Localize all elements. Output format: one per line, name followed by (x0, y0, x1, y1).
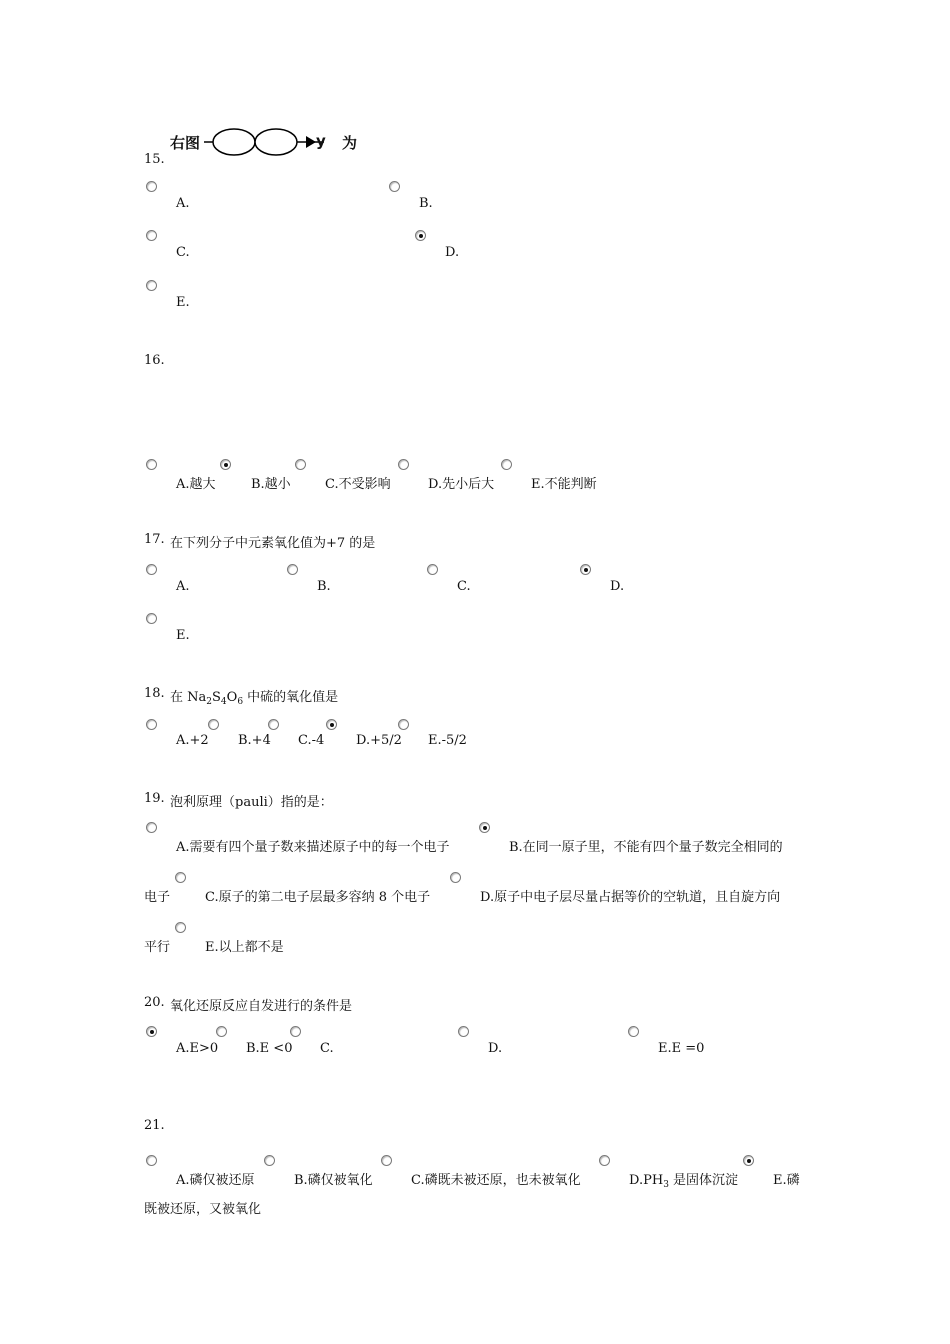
option-19-b: B.在同一原子里，不能有四个量子数完全相同的 (509, 840, 783, 855)
option-15-c: C. (176, 245, 190, 260)
radio-18-c[interactable] (268, 719, 279, 730)
radio-17-a[interactable] (146, 564, 157, 575)
radio-16-d[interactable] (398, 459, 409, 470)
option-21-d: $D.PH_3$ 是固体沉淀 (629, 1173, 739, 1190)
radio-17-d[interactable] (580, 564, 591, 575)
question-number: 15. (144, 152, 165, 167)
option-20-d: D. (488, 1041, 503, 1056)
radio-20-a[interactable] (146, 1026, 157, 1037)
option-21-c: C.磷既未被还原，也未被氧化 (411, 1173, 581, 1188)
orbital-figure (170, 126, 370, 158)
radio-16-e[interactable] (501, 459, 512, 470)
radio-16-a[interactable] (146, 459, 157, 470)
figure-axis-label: y (316, 132, 326, 150)
radio-17-c[interactable] (427, 564, 438, 575)
radio-18-d[interactable] (326, 719, 337, 730)
radio-19-c[interactable] (175, 872, 186, 883)
option-21-e: E.磷 (773, 1173, 800, 1188)
option-21-e-cont: 既被还原，又被氧化 (144, 1202, 262, 1217)
option-16-b: B.越小 (251, 477, 291, 492)
radio-16-c[interactable] (295, 459, 306, 470)
radio-18-a[interactable] (146, 719, 157, 730)
question-number: 17. (144, 532, 165, 547)
option-16-d: D.先小后大 (428, 477, 495, 492)
option-20-c: C. (320, 1041, 334, 1056)
option-17-c: C. (457, 579, 471, 594)
option-17-a: A. (176, 579, 190, 594)
option-20-b: B.E <0 (246, 1041, 293, 1056)
radio-20-c[interactable] (290, 1026, 301, 1037)
radio-21-c[interactable] (381, 1155, 392, 1166)
radio-21-e[interactable] (743, 1155, 754, 1166)
question-text: 在 $Na_2S_4O_6$ 中硫的氧化值是 (170, 690, 339, 707)
option-21-b: B.磷仅被氧化 (294, 1173, 373, 1188)
question-text: 在下列分子中元素氧化值为+7 的是 (170, 536, 376, 551)
question-number: 19. (144, 791, 165, 806)
option-17-d: D. (610, 579, 625, 594)
radio-18-e[interactable] (398, 719, 409, 730)
option-16-a: A.越大 (176, 477, 216, 492)
radio-20-b[interactable] (216, 1026, 227, 1037)
radio-19-b[interactable] (479, 822, 490, 833)
p-orbital-diagram (204, 126, 328, 158)
figure-suffix: 为 (342, 134, 358, 152)
option-15-e: E. (176, 295, 190, 310)
option-16-c: C.不受影响 (325, 477, 391, 492)
option-17-e: E. (176, 628, 190, 643)
radio-15-c[interactable] (146, 230, 157, 241)
radio-21-d[interactable] (599, 1155, 610, 1166)
radio-17-e[interactable] (146, 613, 157, 624)
radio-20-d[interactable] (458, 1026, 469, 1037)
question-number: 18. (144, 686, 165, 701)
question-number: 20. (144, 995, 165, 1010)
radio-20-e[interactable] (628, 1026, 639, 1037)
radio-18-b[interactable] (208, 719, 219, 730)
option-18-e: E.-5/2 (428, 733, 467, 748)
radio-21-b[interactable] (264, 1155, 275, 1166)
option-19-c: C.原子的第二电子层最多容纳 8 个电子 (205, 890, 431, 905)
option-15-d: D. (445, 245, 460, 260)
question-number: 21. (144, 1118, 165, 1133)
option-20-a: A.E>0 (176, 1041, 219, 1056)
radio-19-e[interactable] (175, 922, 186, 933)
option-18-b: B.+4 (238, 733, 271, 748)
option-20-e: E.E =0 (658, 1041, 705, 1056)
option-17-b: B. (317, 579, 331, 594)
question-text: 氧化还原反应自发进行的条件是 (170, 999, 353, 1014)
option-19-e: E.以上都不是 (205, 940, 284, 955)
radio-15-b[interactable] (389, 181, 400, 192)
radio-21-a[interactable] (146, 1155, 157, 1166)
option-15-b: B. (419, 196, 433, 211)
radio-19-a[interactable] (146, 822, 157, 833)
option-18-a: A.+2 (176, 733, 209, 748)
figure-prefix: 右图 (170, 134, 201, 152)
option-19-a: A.需要有四个量子数来描述原子中的每一个电子 (176, 840, 450, 855)
radio-15-a[interactable] (146, 181, 157, 192)
radio-17-b[interactable] (287, 564, 298, 575)
radio-19-d[interactable] (450, 872, 461, 883)
option-16-e: E.不能判断 (531, 477, 597, 492)
option-18-d: D.+5/2 (356, 733, 402, 748)
question-text: 泡利原理（pauli）指的是： (170, 795, 333, 810)
radio-16-b[interactable] (220, 459, 231, 470)
option-19-b-cont: 电子 (144, 890, 171, 905)
option-21-a: A.磷仅被还原 (176, 1173, 255, 1188)
radio-15-e[interactable] (146, 280, 157, 291)
option-19-d-cont: 平行 (144, 940, 171, 955)
option-18-c: C.-4 (298, 733, 325, 748)
radio-15-d[interactable] (415, 230, 426, 241)
option-15-a: A. (176, 196, 190, 211)
question-number: 16. (144, 353, 165, 368)
option-19-d: D.原子中电子层尽量占据等价的空轨道，且自旋方向 (480, 890, 781, 905)
